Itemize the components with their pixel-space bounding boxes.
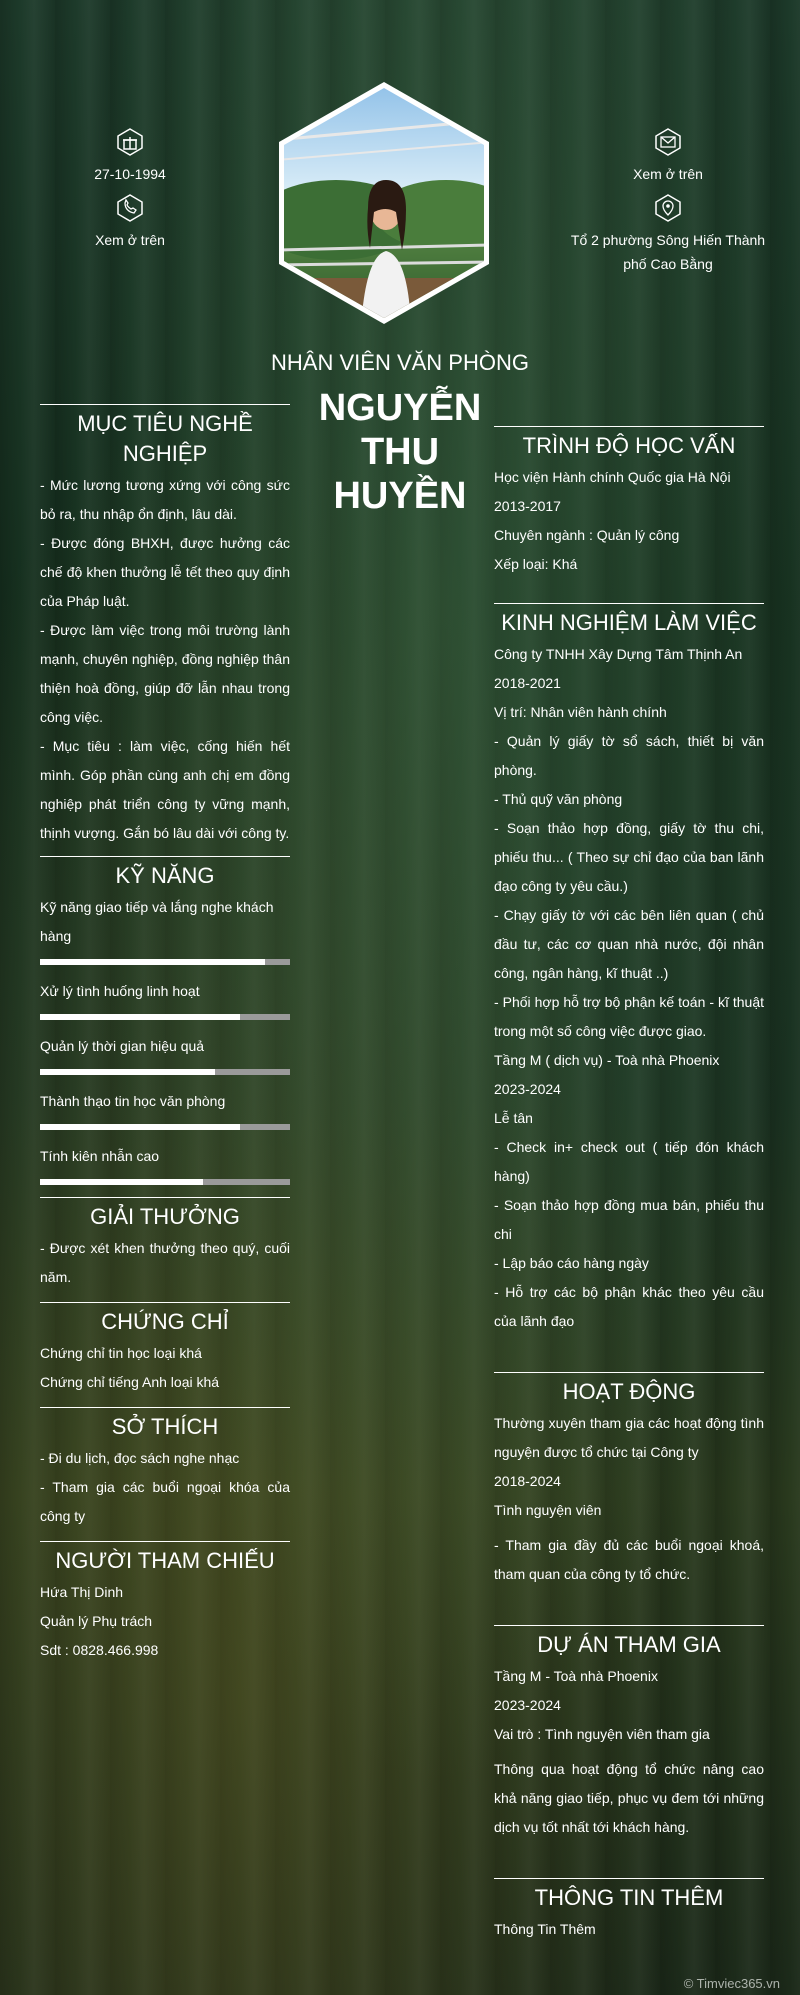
watermark: © Timviec365.vn (683, 1976, 780, 1991)
phone-item (20, 194, 240, 252)
reference-section (40, 1541, 290, 1665)
objective-p3: - Được làm việc trong môi trường lành mạnh, chuyên nghiệp, đồng nghiệp thân thiện hoà đồng, giúp đỡ lẫn nhau trong công việc. (40, 622, 290, 725)
skills-section (40, 856, 290, 1185)
job-task: - Lập báo cáo hàng ngày (494, 1255, 649, 1271)
avatar (276, 80, 492, 326)
job-company: Công ty TNHH Xây Dựng Tâm Thịnh An (494, 646, 743, 662)
skill-bar (40, 1124, 290, 1130)
hobby-item: - Tham gia các buổi ngoại khóa của công ty (40, 1479, 290, 1524)
extra-title: THÔNG TIN THÊM (534, 1885, 724, 1910)
activities-desc: - Tham gia đầy đủ các buổi ngoại khoá, tham quan của công ty tổ chức. (494, 1537, 764, 1582)
skill-label: Tính kiên nhẫn cao (40, 1148, 160, 1164)
address-item (558, 194, 778, 276)
skill-item (40, 1032, 290, 1075)
project-period: 2023-2024 (494, 1697, 561, 1713)
certificates-title: CHỨNG CHỈ (101, 1309, 229, 1334)
skill-bar (40, 959, 290, 965)
job-period: 2023-2024 (494, 1081, 561, 1097)
address-text: Tổ 2 phường Sông Hiến Thành phố Cao Bằng (570, 232, 766, 272)
activities-title: HOẠT ĐỘNG (562, 1379, 696, 1404)
skill-item (40, 977, 290, 1020)
reference-role: Quản lý Phụ trách (40, 1613, 153, 1629)
location-icon (654, 194, 682, 222)
awards-title: GIẢI THƯỞNG (90, 1204, 240, 1229)
job-task: - Phối hợp hỗ trợ bộ phận kế toán - kĩ thuật trong một số công việc được giao. (494, 994, 764, 1039)
extra-text: Thông Tin Thêm (494, 1921, 596, 1937)
skill-label: Thành thạo tin học văn phòng (40, 1093, 226, 1109)
objective-p1: - Mức lương tương xứng với công sức bỏ ra, thu nhập ổn định, lâu dài. (40, 477, 290, 522)
objective-p2: - Được đóng BHXH, được hưởng các chế độ khen thưởng lễ tết theo quy định của Pháp luật. (40, 535, 290, 609)
skill-bar-fill (40, 959, 265, 965)
job-task: - Soạn thảo hợp đồng, giấy tờ thu chi, phiếu thu... ( Theo sự chỉ đạo của ban lãnh đạo công ty yêu cầu.) (494, 820, 764, 894)
gift-icon (116, 128, 144, 156)
reference-title: NGƯỜI THAM CHIẾU (55, 1548, 275, 1573)
skill-bar-fill (40, 1124, 240, 1130)
skill-label: Kỹ năng giao tiếp và lắng nghe khách hàng (40, 899, 274, 944)
full-name (290, 386, 510, 518)
email-text: Xem ở trên (633, 166, 703, 182)
certificate-item: Chứng chỉ tiếng Anh loại khá (40, 1374, 220, 1390)
extra-section (494, 1878, 764, 1944)
job-task: - Quản lý giấy tờ sổ sách, thiết bị văn phòng. (494, 733, 764, 778)
skill-label: Xử lý tình huống linh hoạt (40, 983, 200, 999)
education-major: Chuyên ngành : Quản lý công (494, 527, 680, 543)
education-rank: Xếp loại: Khá (494, 556, 578, 572)
education-period: 2013-2017 (494, 498, 561, 514)
job-company: Tầng M ( dịch vụ) - Toà nhà Phoenix (494, 1052, 720, 1068)
avatar-photo (276, 80, 492, 326)
hobby-item: - Đi du lịch, đọc sách nghe nhạc (40, 1450, 240, 1466)
job-task: - Check in+ check out ( tiếp đón khách hàng) (494, 1139, 764, 1184)
name-line3: HUYỀN (333, 475, 467, 517)
education-title: TRÌNH ĐỘ HỌC VẤN (522, 433, 736, 458)
objective-p4: - Mục tiêu : làm việc, cống hiến hết mình. Góp phần cùng anh chị em đồng nghiệp phát triển công ty vững mạnh, thịnh vượng. Gắn bó lâu dài với công ty. (40, 738, 290, 841)
awards-section (40, 1197, 290, 1292)
skill-bar (40, 1014, 290, 1020)
job-period: 2018-2021 (494, 675, 561, 691)
phone-text: Xem ở trên (95, 232, 165, 248)
name-line2: THU (360, 431, 440, 473)
hobbies-title: SỞ THÍCH (111, 1414, 219, 1439)
skill-bar-fill (40, 1014, 240, 1020)
job-task: - Thủ quỹ văn phòng (494, 791, 623, 807)
reference-phone: Sdt : 0828.466.998 (40, 1642, 159, 1658)
skill-item (40, 1142, 290, 1185)
job-position: Lễ tân (494, 1110, 533, 1126)
job-task: - Chạy giấy tờ với các bên liên quan ( chủ đầu tư, các cơ quan nhà nước, đội nhân công, ngân hàng, kĩ thuật ..) (494, 907, 764, 981)
education-school: Học viện Hành chính Quốc gia Hà Nội (494, 469, 731, 485)
job-task: - Hỗ trợ các bộ phận khác theo yêu cầu của lãnh đạo (494, 1284, 764, 1329)
activities-org: Thường xuyên tham gia các hoạt động tình nguyện được tổ chức tại Công ty (494, 1415, 764, 1460)
experience-section (494, 603, 764, 1336)
education-section (494, 426, 764, 579)
name-line1: NGUYỄN (318, 387, 482, 429)
projects-title: DỰ ÁN THAM GIA (537, 1632, 721, 1657)
email-icon (654, 128, 682, 156)
project-desc: Thông qua hoạt động tổ chức nâng cao khả năng giao tiếp, phục vụ đem tới những dịch vụ tốt nhất tới khách hàng. (494, 1761, 764, 1835)
email-item (558, 128, 778, 186)
right-column (494, 426, 764, 1944)
birthday-item (20, 128, 240, 186)
job-task: - Soạn thảo hợp đồng mua bán, phiếu thu chi (494, 1197, 764, 1242)
project-name: Tầng M - Toà nhà Phoenix (494, 1668, 658, 1684)
certificates-section (40, 1302, 290, 1397)
job-title: NHÂN VIÊN VĂN PHÒNG (271, 350, 529, 375)
skill-item (40, 1087, 290, 1130)
projects-section (494, 1625, 764, 1842)
reference-name: Hứa Thị Dinh (40, 1584, 124, 1600)
skill-item (40, 893, 290, 965)
skill-label: Quản lý thời gian hiệu quả (40, 1038, 205, 1054)
left-column (40, 404, 290, 1665)
activities-section (494, 1372, 764, 1589)
experience-title: KINH NGHIỆM LÀM VIỆC (501, 610, 757, 635)
skills-title: KỸ NĂNG (115, 863, 215, 888)
skill-bar-fill (40, 1069, 215, 1075)
job-position: Vị trí: Nhân viên hành chính (494, 704, 667, 720)
birthday-text: 27-10-1994 (94, 166, 166, 182)
activities-period: 2018-2024 (494, 1473, 561, 1489)
objective-title: MỤC TIÊU NGHỀ NGHIỆP (77, 411, 253, 466)
objective-section (40, 404, 290, 848)
activities-role: Tình nguyện viên (494, 1502, 602, 1518)
certificate-item: Chứng chỉ tin học loại khá (40, 1345, 202, 1361)
awards-text: - Được xét khen thưởng theo quý, cuối năm. (40, 1240, 290, 1285)
skill-bar (40, 1069, 290, 1075)
phone-icon (116, 194, 144, 222)
skill-bar-fill (40, 1179, 203, 1185)
skill-bar (40, 1179, 290, 1185)
project-role: Vai trò : Tình nguyện viên tham gia (494, 1726, 710, 1742)
hobbies-section (40, 1407, 290, 1531)
